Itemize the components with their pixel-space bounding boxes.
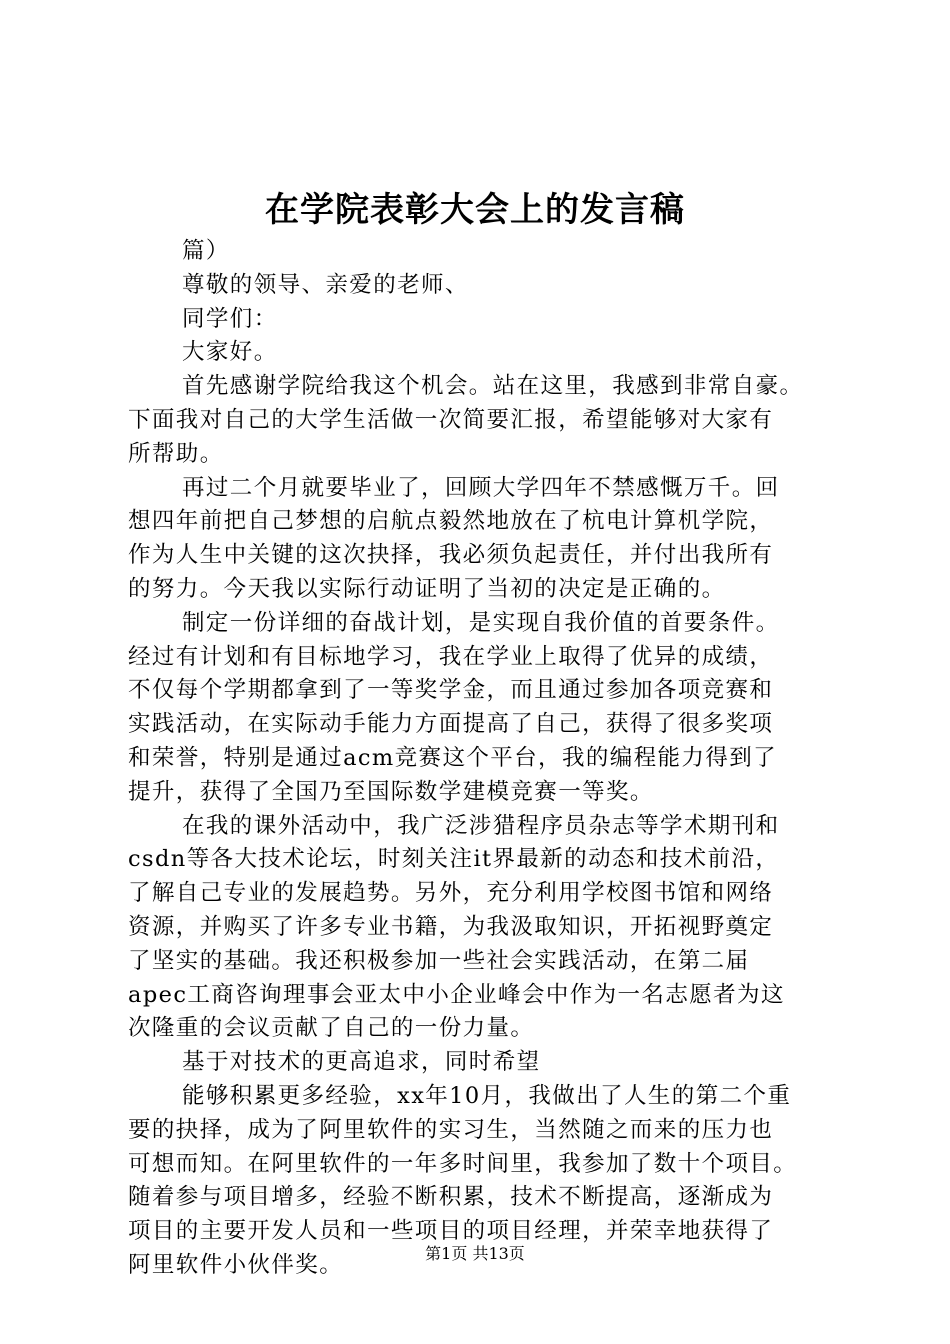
text-line: 首先感谢学院给我这个机会。站在这里，我感到非常自豪。 <box>182 373 804 400</box>
text-line: 再过二个月就要毕业了，回顾大学四年不禁感慨万千。回 <box>182 474 780 501</box>
text-line: 经过有计划和有目标地学习，我在学业上取得了优异的成绩， <box>128 643 774 670</box>
document-body <box>128 235 828 1283</box>
page-footer: 第1页 共13页 <box>425 1244 525 1263</box>
text-line: 作为人生中关键的这次抉择，我必须负起责任，并付出我所有 <box>128 542 774 569</box>
text-line: apec工商咨询理事会亚太中小企业峰会中作为一名志愿者为这 <box>128 981 785 1008</box>
text-line: 能够积累更多经验，xx年10月，我做出了人生的第二个重 <box>182 1082 792 1109</box>
text-line: 项目的主要开发人员和一些项目的项目经理，并荣幸地获得了 <box>128 1218 774 1245</box>
text-line: 所帮助。 <box>128 440 224 467</box>
text-line: 随着参与项目增多，经验不断积累，技术不断提高，逐渐成为 <box>128 1184 774 1211</box>
text-line: 下面我对自己的大学生活做一次简要汇报，希望能够对大家有 <box>128 406 774 433</box>
text-line: 篇） <box>182 238 230 264</box>
text-line: 可想而知。在阿里软件的一年多时间里，我参加了数十个项目。 <box>128 1150 798 1177</box>
text-line: 阿里软件小伙伴奖。 <box>128 1251 344 1278</box>
text-line: 了解自己专业的发展趋势。另外，充分利用学校图书馆和网络 <box>128 880 774 907</box>
document-title: 在学院表彰大会上的发言稿 <box>265 190 685 230</box>
text-line: 在我的课外活动中，我广泛涉猎程序员杂志等学术期刊和 <box>182 812 780 839</box>
text-line: csdn等各大技术论坛，时刻关注it界最新的动态和技术前沿， <box>128 846 780 873</box>
text-line: 资源，并购买了许多专业书籍，为我汲取知识，开拓视野奠定 <box>128 913 774 940</box>
text-line: 实践活动，在实际动手能力方面提高了自己，获得了很多奖项 <box>128 711 774 738</box>
text-line: 和荣誉，特别是通过acm竞赛这个平台，我的编程能力得到了 <box>128 744 778 771</box>
text-line: 尊敬的领导、亲爱的老师、 <box>182 271 469 298</box>
text-line: 要的抉择，成为了阿里软件的实习生，当然随之而来的压力也 <box>128 1116 774 1143</box>
text-line: 的努力。今天我以实际行动证明了当初的决定是正确的。 <box>128 575 726 602</box>
text-line: 基于对技术的更高追求，同时希望 <box>182 1049 541 1076</box>
text-line: 提升，获得了全国乃至国际数学建模竞赛一等奖。 <box>128 778 654 805</box>
text-line: 次隆重的会议贡献了自己的一份力量。 <box>128 1015 535 1042</box>
text-line: 同学们： <box>182 305 278 332</box>
text-line: 不仅每个学期都拿到了一等奖学金，而且通过参加各项竞赛和 <box>128 677 774 704</box>
text-line: 制定一份详细的奋战计划，是实现自我价值的首要条件。 <box>182 609 780 636</box>
text-line: 想四年前把自己梦想的启航点毅然地放在了杭电计算机学院， <box>128 508 774 535</box>
text-line: 了坚实的基础。我还积极参加一些社会实践活动，在第二届 <box>128 947 750 974</box>
text-line: 大家好。 <box>182 339 278 366</box>
